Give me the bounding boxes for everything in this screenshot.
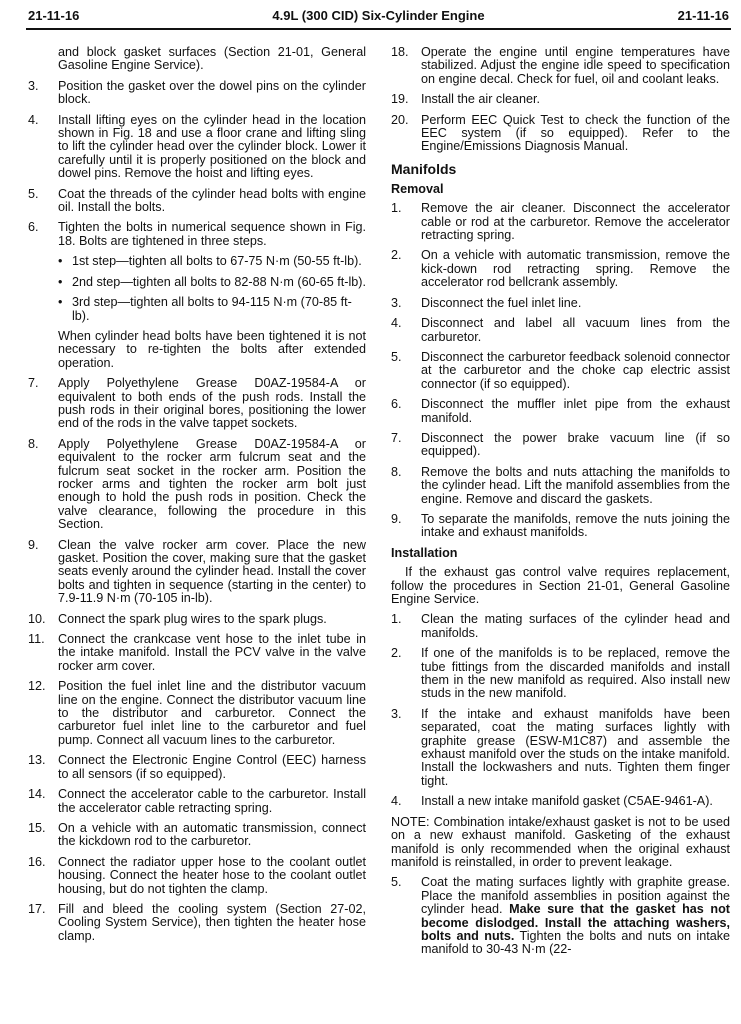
list-item-number: 2. bbox=[391, 248, 402, 263]
list-item-number: 15. bbox=[28, 820, 46, 835]
list-item-number: 5. bbox=[391, 349, 402, 364]
list-item-text: Connect the crankcase vent hose to the inlet tube in the intake manifold. Install the PCV valve in the valve rocker arm cover. bbox=[58, 632, 366, 673]
bullet-item bbox=[58, 296, 366, 323]
subheading-installation: Installation bbox=[391, 545, 458, 560]
list-item-number: 12. bbox=[28, 679, 46, 694]
list-item bbox=[28, 539, 366, 606]
list-item bbox=[391, 513, 730, 540]
bullet-text: 2nd step—tighten all bolts to 82-88 N·m (60-65 ft-lb). bbox=[72, 274, 366, 289]
list-item-text: Disconnect the fuel inlet line. bbox=[421, 295, 582, 310]
list-item-text: Clean the mating surfaces of the cylinder head and manifolds. bbox=[421, 612, 730, 640]
list-item-text: Connect the spark plug wires to the spark plugs. bbox=[58, 611, 327, 626]
list-item-text: Remove the air cleaner. Disconnect the accelerator cable or rod at the carburetor. Remove the accelerator retracting spring. bbox=[421, 201, 730, 243]
list-item-number: 13. bbox=[28, 753, 46, 768]
list-item-number: 10. bbox=[28, 611, 46, 626]
bullet-icon: • bbox=[58, 254, 63, 269]
list-item bbox=[391, 351, 730, 391]
bullet-text: 3rd step—tighten all bolts to 94-115 N·m (70-85 ft-lb). bbox=[72, 295, 352, 323]
list-item bbox=[28, 438, 366, 532]
header-rule bbox=[26, 28, 731, 30]
list-item bbox=[391, 466, 730, 506]
list-item-text: Apply Polyethylene Grease D0AZ-19584-A or equivalent to both ends of the push rods. Install the push rods in their original bores, positioning the lower end of the rods in the valve tappet sockets. bbox=[58, 376, 366, 431]
list-item bbox=[28, 633, 366, 673]
list-item bbox=[391, 114, 730, 154]
list-item-text: If one of the manifolds is to be replaced, remove the tube fittings from the discarded manifolds and install them in the new manifold as required. Also install new studs in the new manifold. bbox=[421, 646, 730, 701]
list-item-number: 6. bbox=[391, 397, 402, 412]
section-heading-manifolds: Manifolds bbox=[391, 160, 457, 177]
list-item bbox=[391, 202, 730, 242]
list-item-text: If the intake and exhaust manifolds have been separated, coat the mating surfaces lightly with graphite grease (ESW-M1C87) and assemble the exhaust manifold over the studs on the intake manifold. Install the lockwashers and nuts. Tighten them finger tight. bbox=[421, 706, 730, 788]
list-item-number: 11. bbox=[28, 632, 45, 647]
bullet-icon: • bbox=[58, 295, 63, 310]
note-text: NOTE: Combination intake/exhaust gasket is not to be used on a new exhaust manifold. Gasketing of the exhaust manifold is only recommended when the original exhaust manifold is reinstalled, in order to prevent leakage. bbox=[391, 814, 730, 869]
list-item-text: Install the air cleaner. bbox=[421, 92, 541, 107]
bullet-icon: • bbox=[58, 274, 63, 289]
list-item-text: Disconnect the power brake vacuum line (if so equipped). bbox=[421, 430, 730, 459]
list-item-text: Remove the bolts and nuts attaching the manifolds to the cylinder head. Lift the manifold assemblies from the engine. Remove and discard the gaskets. bbox=[421, 464, 730, 506]
bullet-item bbox=[58, 276, 366, 289]
list-item-text: To separate the manifolds, remove the nuts joining the intake and exhaust manifolds. bbox=[421, 511, 730, 540]
list-item-text: On a vehicle with an automatic transmission, connect the kickdown rod to the carburetor. bbox=[58, 820, 366, 849]
list-item-text: Disconnect and label all vacuum lines from the carburetor. bbox=[421, 316, 730, 344]
installation-intro: If the exhaust gas control valve requires replacement, follow the procedures in Section 21-01, General Gasoline Engine Service. bbox=[391, 565, 730, 606]
list-item-number: 16. bbox=[28, 854, 46, 869]
list-item bbox=[391, 647, 730, 701]
list-item bbox=[391, 93, 730, 106]
list-item-text: Fill and bleed the cooling system (Section 27-02, Cooling System Service), then tighten the heater hose clamp. bbox=[58, 901, 366, 943]
list-item-number: 1. bbox=[391, 612, 402, 627]
list-item bbox=[28, 613, 366, 626]
list-item-number: 4. bbox=[28, 112, 39, 127]
warning-text: Make sure that the gasket has not become dislodged. Install the attaching washers, bolts and nuts. bbox=[421, 902, 730, 943]
list-item-text: Perform EEC Quick Test to check the function of the EEC system (if so equipped). Refer to the Engine/Emissions Diagnosis Manual. bbox=[421, 112, 730, 154]
list-item-text-part: Coat the mating surfaces lightly with graphite grease. Place the manifold assemblies in position against the cylinder head. bbox=[421, 875, 730, 917]
list-item-text: Install a new intake manifold gasket (C5AE-9461-A). bbox=[421, 794, 713, 809]
list-item-number: 9. bbox=[28, 537, 39, 552]
list-item bbox=[391, 613, 730, 640]
list-item-number: 7. bbox=[28, 376, 39, 391]
list-item bbox=[28, 114, 366, 181]
list-item-number: 6. bbox=[28, 220, 39, 235]
list-item-text-part: Tighten the bolts and nuts on intake manifold to 30-43 N·m (22- bbox=[421, 928, 730, 957]
page-title: 4.9L (300 CID) Six-Cylinder Engine bbox=[272, 8, 485, 23]
list-item-number: 9. bbox=[391, 511, 402, 526]
list-item-number: 20. bbox=[391, 112, 409, 127]
list-item-number: 17. bbox=[28, 901, 46, 916]
page-header bbox=[28, 9, 729, 25]
list-item bbox=[391, 46, 730, 86]
list-item-text bbox=[421, 876, 730, 956]
list-item bbox=[391, 795, 730, 808]
list-item-number: 14. bbox=[28, 787, 46, 802]
list-item-text: Clean the valve rocker arm cover. Place the new gasket. Position the cover, making sure that the gasket seats evenly around the cylinder head. Install the cover bolts and tighten in sequence (starting in the center) to 7.9-11.9 N·m (70-105 in-lb). bbox=[58, 537, 366, 606]
list-item bbox=[28, 903, 366, 943]
list-item-number: 3. bbox=[391, 295, 402, 310]
continued-text: and block gasket surfaces (Section 21-01, General Gasoline Engine Service). bbox=[58, 45, 366, 73]
page-number-left: 21-11-16 bbox=[28, 8, 80, 23]
list-item bbox=[28, 822, 366, 849]
list-item-text: Position the fuel inlet line and the distributor vacuum line on the engine. Connect the distributor vacuum line to the distributor and carburetor. Connect the carburetor fuel inlet line to the carburetor and fuel pump. Connect all vacuum lines to the carburetor. bbox=[58, 679, 366, 747]
list-item-number: 8. bbox=[28, 436, 39, 451]
list-item-number: 3. bbox=[391, 706, 402, 721]
list-item-number: 3. bbox=[28, 78, 39, 93]
list-item-text: Install lifting eyes on the cylinder head in the location shown in Fig. 18 and use a floor crane and lifting sling to lift the cylinder head over the cylinder block. Lower it carefully until it is properly positioned on the block and dowel pins. Remove the hoist and lifting eyes. bbox=[58, 112, 366, 181]
list-item-number: 19. bbox=[391, 92, 409, 107]
list-item-number: 2. bbox=[391, 646, 402, 661]
list-item-number: 7. bbox=[391, 430, 402, 445]
list-item-text: Disconnect the carburetor feedback solenoid connector at the carburetor and the choke cap electric assist connector (if so equipped). bbox=[421, 349, 730, 391]
list-item bbox=[28, 856, 366, 896]
subheading-removal: Removal bbox=[391, 181, 444, 196]
list-item bbox=[28, 754, 366, 781]
list-item-text: On a vehicle with automatic transmission, remove the kick-down rod retracting spring. Remove the accelerator rod bellcrank assembly. bbox=[421, 248, 730, 290]
page-number-right: 21-11-16 bbox=[677, 8, 729, 23]
list-item-number: 1. bbox=[391, 201, 402, 216]
list-item bbox=[28, 377, 366, 431]
list-item bbox=[391, 876, 730, 956]
list-item-number: 18. bbox=[391, 45, 409, 59]
list-item-number: 4. bbox=[391, 316, 402, 331]
list-item bbox=[391, 432, 730, 459]
list-item-text: Disconnect the muffler inlet pipe from the exhaust manifold. bbox=[421, 397, 730, 425]
list-item bbox=[28, 221, 366, 248]
list-item bbox=[391, 708, 730, 788]
list-item-text: Connect the accelerator cable to the carburetor. Install the accelerator cable retracting spring. bbox=[58, 787, 366, 815]
list-item-text: Coat the threads of the cylinder head bolts with engine oil. Install the bolts. bbox=[58, 186, 366, 215]
list-item bbox=[28, 788, 366, 815]
after-bullets-text: When cylinder head bolts have been tightened it is not necessary to re-tighten the bolts after extended operation. bbox=[58, 328, 366, 370]
list-item-text: Tighten the bolts in numerical sequence shown in Fig. 18. Bolts are tightened in three steps. bbox=[58, 220, 366, 248]
list-item bbox=[391, 249, 730, 289]
list-item-number: 4. bbox=[391, 794, 402, 809]
bullet-text: 1st step—tighten all bolts to 67-75 N·m (50-55 ft-lb). bbox=[72, 254, 362, 269]
list-item-text: Connect the Electronic Engine Control (EEC) harness to all sensors (if so equipped). bbox=[58, 753, 366, 781]
list-item-text: Apply Polyethylene Grease D0AZ-19584-A or equivalent to the rocker arm fulcrum seat and the fulcrum seat socket in the rocker arm. Position the rocker arms and tighten the rocker arm bolt just enough to hold the push rods in position. Check the valve clearance, following the procedure in this Section. bbox=[58, 436, 366, 532]
left-column bbox=[28, 46, 366, 950]
list-item-number: 5. bbox=[28, 186, 39, 201]
list-item-number: 8. bbox=[391, 464, 402, 479]
list-item bbox=[391, 297, 730, 310]
list-item-text: Position the gasket over the dowel pins on the cylinder block. bbox=[58, 78, 366, 107]
right-column bbox=[391, 46, 730, 964]
torque-steps bbox=[28, 255, 366, 323]
list-item-number: 5. bbox=[391, 875, 402, 890]
list-item bbox=[391, 317, 730, 344]
list-item bbox=[28, 680, 366, 747]
list-item bbox=[28, 80, 366, 107]
list-item-text: Operate the engine until engine temperatures have stabilized. Adjust the engine idle speed to specification on engine decal. Check for fuel, oil and coolant leaks. bbox=[421, 45, 730, 86]
list-item-text: Connect the radiator upper hose to the coolant outlet housing. Connect the heater hose to the coolant outlet housing, but do not tighten the clamp. bbox=[58, 854, 366, 896]
list-item bbox=[391, 398, 730, 425]
bullet-item bbox=[58, 255, 366, 268]
list-item bbox=[28, 188, 366, 215]
